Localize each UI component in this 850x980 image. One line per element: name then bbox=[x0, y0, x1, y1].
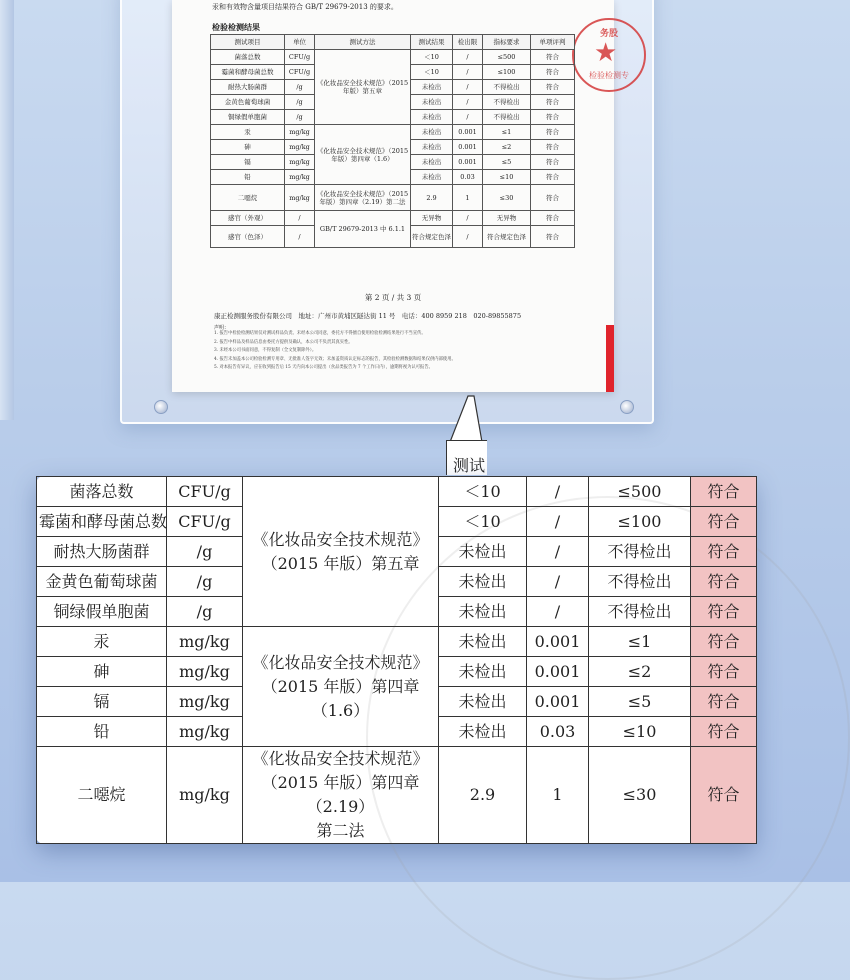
header-cell: 测试项目 bbox=[211, 35, 285, 50]
header-cell: 测试方法 bbox=[315, 35, 411, 50]
method-line: （2015 年版）第四章（2.19） bbox=[261, 773, 420, 816]
cell-limit: / bbox=[453, 211, 483, 226]
cell-limit: 0.001 bbox=[527, 657, 589, 687]
cell-item: 二噁烷 bbox=[211, 185, 285, 211]
cell-result: 2.9 bbox=[411, 185, 453, 211]
cell-limit: 0.03 bbox=[527, 717, 589, 747]
cell-unit: /g bbox=[167, 537, 243, 567]
cell-unit: mg/kg bbox=[285, 125, 315, 140]
cell-limit: / bbox=[453, 50, 483, 65]
cell-result: 未检出 bbox=[411, 110, 453, 125]
cell-limit: 1 bbox=[453, 185, 483, 211]
callout-text: 测试 bbox=[453, 456, 486, 475]
cell-result: ＜10 bbox=[439, 507, 527, 537]
table-row bbox=[37, 747, 757, 844]
method-line: 《化妆品安全技术规范》 bbox=[252, 529, 429, 549]
cell-unit: CFU/g bbox=[167, 477, 243, 507]
cell-item: 砷 bbox=[211, 140, 285, 155]
header-cell: 指标要求 bbox=[483, 35, 531, 50]
cell-requirement: ≤10 bbox=[483, 170, 531, 185]
cell-item: 感官（外观） bbox=[211, 211, 285, 226]
cell-item: 铜绿假单胞菌 bbox=[37, 597, 167, 627]
cell-unit: mg/kg bbox=[285, 155, 315, 170]
cell-judgement: 符合 bbox=[691, 567, 757, 597]
table-row bbox=[211, 50, 575, 65]
cell-requirement: 不得检出 bbox=[589, 567, 691, 597]
cell-unit: /g bbox=[285, 80, 315, 95]
cell-item: 霉菌和酵母菌总数 bbox=[211, 65, 285, 80]
list-item: 3. 未经本公司书面同意，不得复制（全文复制除外）。 bbox=[214, 348, 317, 354]
cell-method: 《化妆品安全技术规范》（2015 年版）第五章 bbox=[315, 50, 411, 125]
cell-requirement: ≤1 bbox=[589, 627, 691, 657]
header-cell: 测试结果 bbox=[411, 35, 453, 50]
cell-result: ＜10 bbox=[411, 50, 453, 65]
cell-limit: / bbox=[527, 597, 589, 627]
cell-unit: /g bbox=[285, 95, 315, 110]
cell-limit: 0.001 bbox=[527, 687, 589, 717]
company-info: 康正检测服务股份有限公司 地址：广州市黄埔区隧达街 11 号 电话：400 8959 218 020-89855875 bbox=[214, 312, 522, 320]
cell-unit: CFU/g bbox=[285, 65, 315, 80]
cell-limit: 0.03 bbox=[453, 170, 483, 185]
cell-item: 感官（色泽） bbox=[211, 226, 285, 248]
cell-requirement: 无异物 bbox=[483, 211, 531, 226]
cell-requirement: ≤500 bbox=[589, 477, 691, 507]
frame-bolt-icon bbox=[620, 400, 634, 414]
cell-method bbox=[243, 627, 439, 747]
cell-judgement: 符合 bbox=[691, 687, 757, 717]
cell-limit: / bbox=[527, 537, 589, 567]
seal-bottom-text: 检验检测专 bbox=[589, 71, 629, 80]
cell-result: 未检出 bbox=[411, 125, 453, 140]
method-line: （2015 年版）第五章 bbox=[261, 553, 420, 573]
cell-result: 2.9 bbox=[439, 747, 527, 844]
cell-method: GB/T 29679-2013 中 6.1.1 bbox=[315, 211, 411, 248]
red-edge-stripe bbox=[606, 325, 614, 392]
cell-limit: / bbox=[453, 80, 483, 95]
cell-unit: mg/kg bbox=[285, 170, 315, 185]
cell-result: 未检出 bbox=[439, 597, 527, 627]
cell-result: 未检出 bbox=[411, 95, 453, 110]
cell-judgement: 符合 bbox=[531, 155, 575, 170]
cell-judgement: 符合 bbox=[691, 477, 757, 507]
cell-requirement: ≤100 bbox=[589, 507, 691, 537]
cell-judgement: 符合 bbox=[691, 537, 757, 567]
cell-result: 未检出 bbox=[411, 80, 453, 95]
page-number: 第 2 页 / 共 3 页 bbox=[364, 293, 422, 302]
cell-result: 符合规定色泽 bbox=[411, 226, 453, 248]
method-line: 《化妆品安全技术规范》 bbox=[252, 652, 429, 672]
cell-item: 汞 bbox=[211, 125, 285, 140]
list-item: 5. 对本报告有异议，应在收到报告后 15 天内向本公司提出（食品类报告为 7 个工作日内），逾期将视为认可报告。 bbox=[214, 365, 433, 371]
cell-result: 未检出 bbox=[411, 140, 453, 155]
cell-judgement: 符合 bbox=[691, 597, 757, 627]
cell-limit: / bbox=[527, 507, 589, 537]
table-row bbox=[211, 125, 575, 140]
cell-limit: 0.001 bbox=[453, 125, 483, 140]
cell-requirement: 不得检出 bbox=[483, 95, 531, 110]
cell-method bbox=[243, 477, 439, 627]
cell-requirement: ≤5 bbox=[589, 687, 691, 717]
notes-title: 声明： bbox=[214, 325, 230, 331]
cell-result: ＜10 bbox=[439, 477, 527, 507]
list-item: 4. 报告未加盖本公司检验检测专用章、无批准人签字无效；未加盖资质认定标志的报告，其检验检测数据和结果仅供内部使用。 bbox=[214, 356, 456, 362]
cell-requirement: ≤30 bbox=[589, 747, 691, 844]
cell-unit: CFU/g bbox=[285, 50, 315, 65]
cell-judgement: 符合 bbox=[531, 80, 575, 95]
section-title: 检验检测结果 bbox=[212, 22, 260, 32]
cell-requirement: 不得检出 bbox=[483, 110, 531, 125]
cell-item: 铜绿假单胞菌 bbox=[211, 110, 285, 125]
cell-judgement: 符合 bbox=[531, 170, 575, 185]
cell-item: 霉菌和酵母菌总数 bbox=[37, 507, 167, 537]
official-seal-icon bbox=[572, 18, 646, 92]
cell-result: 未检出 bbox=[439, 657, 527, 687]
report-intro: 汞和有效物含量项目结果符合 GB/T 29679-2013 的要求。 bbox=[212, 3, 398, 11]
cell-judgement: 符合 bbox=[531, 50, 575, 65]
cell-requirement: 不得检出 bbox=[589, 597, 691, 627]
cell-item: 汞 bbox=[37, 627, 167, 657]
cell-limit: / bbox=[527, 567, 589, 597]
cell-item: 镉 bbox=[37, 687, 167, 717]
cell-item: 金黄色葡萄球菌 bbox=[211, 95, 285, 110]
cell-limit: / bbox=[453, 65, 483, 80]
cell-unit: mg/kg bbox=[285, 185, 315, 211]
cell-unit: /g bbox=[167, 567, 243, 597]
cell-judgement: 符合 bbox=[691, 717, 757, 747]
table-row bbox=[211, 211, 575, 226]
cell-result: 无异物 bbox=[411, 211, 453, 226]
cell-limit: 0.001 bbox=[453, 140, 483, 155]
frame-bolt-icon bbox=[154, 400, 168, 414]
method-line: （2015 年版）第四章（1.6） bbox=[261, 676, 420, 720]
list-item: 1. 报告中检验检测结果仅对测试样品负责。未经本公司同意，委托方不得擅自使用检验检测结果进行不当宣传。 bbox=[214, 331, 426, 336]
cell-result: 未检出 bbox=[439, 537, 527, 567]
cell-requirement: 符合规定色泽 bbox=[483, 226, 531, 248]
table-row bbox=[37, 477, 757, 507]
header-cell: 检出限 bbox=[453, 35, 483, 50]
cell-unit: mg/kg bbox=[285, 140, 315, 155]
method-line: 《化妆品安全技术规范》 bbox=[252, 749, 429, 768]
cell-method bbox=[243, 747, 439, 844]
cell-limit: / bbox=[453, 226, 483, 248]
method-line: 第二法 bbox=[316, 821, 365, 840]
cell-limit: 0.001 bbox=[527, 627, 589, 657]
cell-item: 砷 bbox=[37, 657, 167, 687]
cell-judgement: 符合 bbox=[531, 140, 575, 155]
notes-list bbox=[214, 330, 574, 373]
cell-unit: mg/kg bbox=[167, 747, 243, 844]
list-item: 2. 报告中样品及样品信息由委托方提供及确认，本公司不负责其真实性。 bbox=[214, 339, 353, 345]
cell-limit: / bbox=[527, 477, 589, 507]
cell-judgement: 符合 bbox=[691, 627, 757, 657]
cell-limit: / bbox=[453, 95, 483, 110]
cell-unit: /g bbox=[167, 597, 243, 627]
cell-limit: 0.001 bbox=[453, 155, 483, 170]
cell-item: 菌落总数 bbox=[211, 50, 285, 65]
cell-unit: mg/kg bbox=[167, 717, 243, 747]
cell-judgement: 符合 bbox=[691, 507, 757, 537]
cell-limit: / bbox=[453, 110, 483, 125]
cell-requirement: ≤1 bbox=[483, 125, 531, 140]
table-row bbox=[211, 185, 575, 211]
cell-judgement: 符合 bbox=[531, 185, 575, 211]
cell-requirement: ≤10 bbox=[589, 717, 691, 747]
cell-requirement: ≤500 bbox=[483, 50, 531, 65]
cell-judgement: 符合 bbox=[531, 125, 575, 140]
cell-requirement: 不得检出 bbox=[483, 80, 531, 95]
cell-unit: mg/kg bbox=[167, 627, 243, 657]
cell-method: 《化妆品安全技术规范》（2015 年版）第四章（1.6） bbox=[315, 125, 411, 185]
star-icon: ★ bbox=[594, 38, 618, 68]
cell-unit: mg/kg bbox=[167, 687, 243, 717]
cell-judgement: 符合 bbox=[531, 65, 575, 80]
cell-result: 未检出 bbox=[439, 627, 527, 657]
cell-requirement: ≤5 bbox=[483, 155, 531, 170]
cell-unit: mg/kg bbox=[167, 657, 243, 687]
cell-method: 《化妆品安全技术规范》（2015 年版）第四章（2.19）第二法 bbox=[315, 185, 411, 211]
zoomed-table-card bbox=[36, 476, 756, 844]
cell-unit: CFU/g bbox=[167, 507, 243, 537]
cell-judgement: 符合 bbox=[531, 110, 575, 125]
header-cell: 单项评判 bbox=[531, 35, 575, 50]
callout-pointer-icon bbox=[446, 394, 486, 442]
cell-judgement: 符合 bbox=[691, 747, 757, 844]
cell-unit: / bbox=[285, 211, 315, 226]
cell-result: 未检出 bbox=[411, 155, 453, 170]
cell-item: 耐热大肠菌群 bbox=[37, 537, 167, 567]
table-row bbox=[37, 627, 757, 657]
cell-unit: /g bbox=[285, 110, 315, 125]
cell-result: 未检出 bbox=[439, 687, 527, 717]
cell-limit: 1 bbox=[527, 747, 589, 844]
cell-judgement: 符合 bbox=[531, 226, 575, 248]
cell-result: 未检出 bbox=[411, 170, 453, 185]
cell-unit: / bbox=[285, 226, 315, 248]
cell-requirement: 不得检出 bbox=[589, 537, 691, 567]
stand-edge bbox=[0, 0, 14, 420]
cell-result: 未检出 bbox=[439, 567, 527, 597]
cell-result: 未检出 bbox=[439, 717, 527, 747]
cell-item: 铅 bbox=[211, 170, 285, 185]
header-cell: 单位 bbox=[285, 35, 315, 50]
zoomed-table bbox=[36, 476, 757, 844]
cell-item: 铅 bbox=[37, 717, 167, 747]
cell-judgement: 符合 bbox=[531, 211, 575, 226]
callout-label bbox=[446, 440, 487, 475]
cell-item: 二噁烷 bbox=[37, 747, 167, 844]
report-page bbox=[172, 0, 629, 392]
table-header-row bbox=[211, 35, 575, 50]
report-table bbox=[210, 34, 575, 248]
cell-requirement: ≤30 bbox=[483, 185, 531, 211]
cell-result: ＜10 bbox=[411, 65, 453, 80]
cell-judgement: 符合 bbox=[531, 95, 575, 110]
seal-top-text: 务股 bbox=[599, 29, 618, 39]
cell-item: 金黄色葡萄球菌 bbox=[37, 567, 167, 597]
cell-requirement: ≤2 bbox=[589, 657, 691, 687]
cell-item: 镉 bbox=[211, 155, 285, 170]
cell-judgement: 符合 bbox=[691, 657, 757, 687]
cell-item: 菌落总数 bbox=[37, 477, 167, 507]
cell-requirement: ≤100 bbox=[483, 65, 531, 80]
cell-item: 耐热大肠菌群 bbox=[211, 80, 285, 95]
cell-requirement: ≤2 bbox=[483, 140, 531, 155]
